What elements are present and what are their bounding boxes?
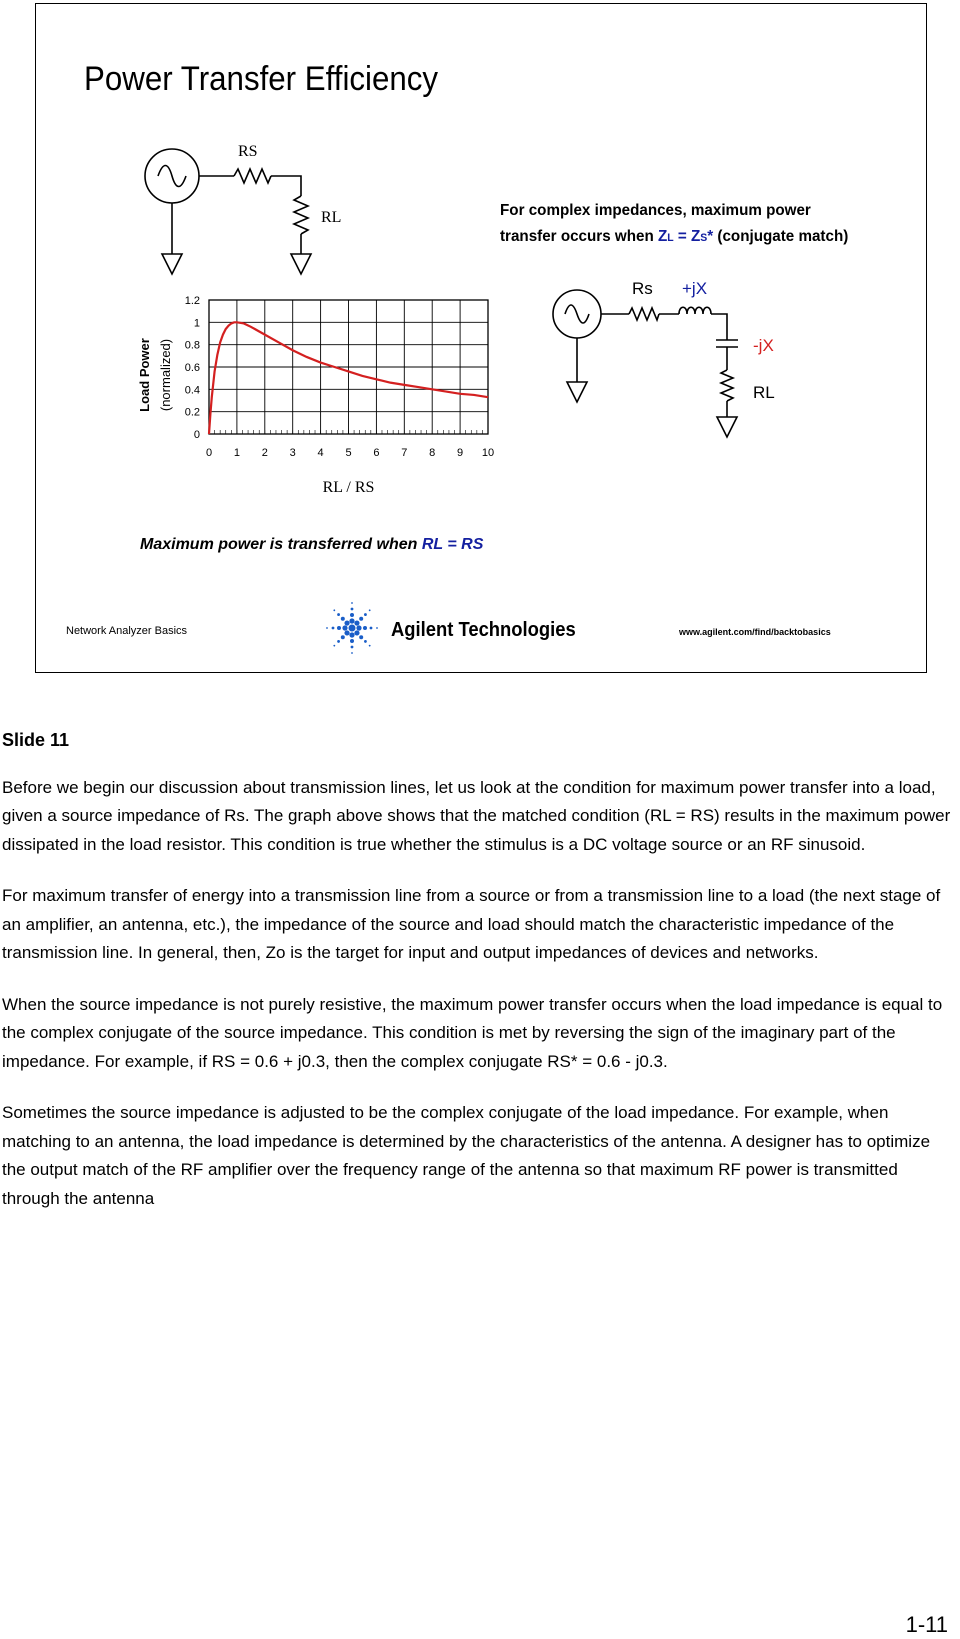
speaker-notes (2, 726, 952, 1236)
spark-dot (344, 620, 349, 625)
x-tick-label: 6 (373, 447, 380, 459)
ground-icon-1 (162, 254, 182, 274)
notes-paragraph-1: Before we begin our discussion about transmission lines, let us look at the condition for maximum power transfer into a load, given a source impedance of Rs. The graph above shows that the matched condition (RL = RS) results in the maximum power dissipated in the load resistor. This condition is true whether the stimulus is a DC voltage source or an RF sinusoid. (2, 777, 951, 854)
spark-dot (333, 645, 335, 647)
rl2-resistor (721, 370, 733, 401)
spark-dot (351, 602, 353, 604)
ground-icon-2 (291, 254, 311, 274)
spark-dot (351, 652, 353, 654)
rl2-label: RL (753, 383, 775, 402)
spark-dot (350, 613, 354, 617)
spark-dot (370, 627, 373, 630)
spark-dot (337, 626, 341, 630)
y-axis-label-line2: (normalized) (158, 338, 173, 412)
brand-name: Agilent Technologies (391, 619, 576, 641)
agilent-spark-logo (324, 600, 380, 656)
spark-dot (354, 630, 359, 635)
x-tick-label: 0 (205, 447, 213, 459)
conjugate-match-note (500, 198, 848, 251)
y-tick-label: 0.8 (184, 339, 200, 352)
slide-frame (35, 3, 927, 673)
circuit-resistive (136, 134, 396, 289)
spark-dot (326, 627, 328, 629)
rl-resistor (294, 196, 308, 234)
power-transfer-chart (91, 294, 495, 524)
spark-dot (349, 618, 354, 623)
footer-url: www.agilent.com/find/backtobasics (679, 627, 831, 637)
notes-paragraph-4: Sometimes the source impedance is adjusted to be the complex conjugate of the load impedance. For example, when matching to an antenna, the load impedance is determined by the characteristics of the antenna. A designer has to optimize the output match of the RF amplifier over the frequency range of the antenna so that maximum RF power is transmitted through the antenna (2, 1103, 931, 1208)
spark-dot (341, 635, 345, 639)
x-axis-label: RL / RS (322, 479, 375, 496)
conjugate-note-line1: For complex impedances, maximum power (500, 202, 811, 219)
conjugate-note-line2: transfer occurs when ZL = ZS* (conjugate match) (500, 228, 849, 245)
spark-dot (354, 620, 359, 625)
ground-icon-4 (717, 417, 737, 437)
spark-dot (341, 617, 345, 621)
y-axis-label-line1: Load Power (137, 338, 152, 412)
rs2-label: Rs (632, 279, 653, 298)
x-tick-label: 4 (317, 447, 324, 459)
y-tick-label: 0.2 (184, 406, 200, 419)
page-number: 1-11 (905, 1612, 948, 1637)
footer-course-title: Network Analyzer Basics (66, 625, 188, 637)
x-tick-label: 2 (261, 447, 268, 459)
inductor-icon (679, 307, 711, 314)
rs-label: RS (238, 143, 258, 160)
x-tick-label: 1 (233, 447, 240, 459)
rl-label: RL (321, 209, 342, 226)
spark-dot (363, 626, 367, 630)
spark-dot (369, 645, 371, 647)
x-tick-label: 7 (401, 447, 408, 459)
spark-dot (349, 632, 354, 637)
plus-jx-label: +jX (682, 279, 708, 298)
spark-dot (337, 613, 340, 616)
x-tick-label: 5 (345, 447, 352, 459)
spark-dot (333, 609, 335, 611)
x-tick-label: 9 (457, 447, 464, 459)
rs2-resistor (629, 308, 659, 320)
spark-dot (351, 646, 354, 649)
spark-dot (364, 640, 367, 643)
spark-dot (344, 630, 349, 635)
spark-dot (356, 625, 361, 630)
spark-core (349, 625, 356, 632)
spark-dot (364, 613, 367, 616)
spark-dot (369, 609, 371, 611)
x-tick-label: 10 (481, 447, 495, 459)
spark-dot (359, 617, 363, 621)
spark-dot (351, 608, 354, 611)
max-power-note: Maximum power is transferred when RL = RS (140, 536, 484, 553)
spark-dot (332, 627, 335, 630)
spark-dot (376, 627, 378, 629)
spark-dot (350, 639, 354, 643)
x-tick-label: 3 (289, 447, 296, 459)
spark-dot (342, 625, 347, 630)
spark-dot (337, 640, 340, 643)
sine-wave (158, 166, 186, 187)
zl-symbol: ZL (657, 228, 674, 245)
y-tick-label: 0.6 (184, 362, 200, 374)
y-tick-label: 1 (193, 317, 200, 330)
circuit-complex (541, 272, 841, 457)
minus-jx-label: -jX (753, 336, 774, 355)
zs-symbol: ZS* (690, 228, 714, 245)
y-tick-label: 0 (193, 429, 200, 441)
x-tick-label: 8 (429, 447, 436, 459)
ground-icon-3 (567, 382, 587, 402)
rs-resistor (234, 169, 271, 183)
spark-dot (359, 635, 363, 639)
y-tick-label: 1.2 (184, 295, 200, 307)
notes-paragraph-3: When the source impedance is not purely resistive, the maximum power transfer occurs when the load impedance is equal to the complex conjugate of the source impedance. This condition is met by reversing the sign of the imaginary part of the impedance. For example, if RS = 0.6 + j0.3, then the complex conjugate RS* = 0.6 - j0.3. (2, 994, 943, 1071)
notes-paragraph-2: For maximum transfer of energy into a transmission line from a source or from a transmission line to a load (the next stage of an amplifier, an antenna, etc.), the impedance of the source and load should match the characteristic impedance of the transmission line. In general, then, Zo is the target for input and output impedances of devices and networks. (2, 886, 941, 962)
y-tick-label: 0.4 (184, 384, 200, 397)
notes-heading: Slide 11 (2, 730, 70, 750)
slide-title: Power Transfer Efficiency (84, 60, 439, 98)
